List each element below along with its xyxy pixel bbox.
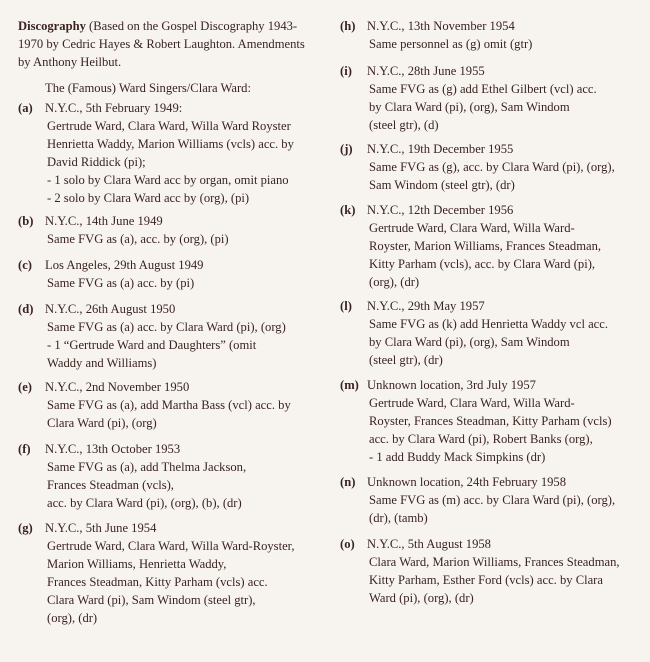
entry-detail: - 1 “Gertrude Ward and Daughters” (omit <box>47 338 257 352</box>
entry-detail: Same FVG as (a), add Martha Bass (vcl) acc. by <box>47 398 291 412</box>
entry-detail: Gertrude Ward, Clara Ward, Willa Ward- <box>369 221 575 235</box>
session-entry-b <box>18 212 318 248</box>
entry-location-date: N.Y.C., 5th August 1958 <box>367 537 491 551</box>
entry-detail: - 1 add Buddy Mack Simpkins (dr) <box>369 450 546 464</box>
entry-detail: Same FVG as (g), acc. by Clara Ward (pi), (org), <box>369 160 615 174</box>
entry-label: (j) <box>340 142 353 156</box>
entry-detail: David Riddick (pi); <box>47 155 146 169</box>
entry-location-date: N.Y.C., 13th October 1953 <box>45 442 181 456</box>
entry-label: (m) <box>340 378 359 392</box>
entry-location-date: N.Y.C., 5th June 1954 <box>45 521 157 535</box>
entry-detail: (org), (dr) <box>369 275 420 289</box>
entry-detail: Royster, Marion Williams, Frances Steadman, <box>369 239 602 253</box>
entry-location-date: N.Y.C., 5th February 1949: <box>45 101 183 115</box>
entry-label: (n) <box>340 475 356 489</box>
session-entry-j <box>340 140 636 194</box>
entry-location-date: N.Y.C., 28th June 1955 <box>367 64 485 78</box>
entry-detail: Ward (pi), (org), (dr) <box>369 591 474 605</box>
entry-label: (h) <box>340 19 356 33</box>
entry-detail: Same FVG as (g) add Ethel Gilbert (vcl) acc. <box>369 82 597 96</box>
entry-detail: Marion Williams, Henrietta Waddy, <box>47 557 227 571</box>
entry-detail: - 1 solo by Clara Ward acc by organ, omit piano <box>47 173 289 187</box>
entry-detail: Same FVG as (k) add Henrietta Waddy vcl acc. <box>369 317 609 331</box>
entry-detail: (org), (dr) <box>47 611 98 625</box>
entry-detail: (steel gtr), (d) <box>369 118 439 132</box>
entry-detail: Waddy and Williams) <box>47 356 157 370</box>
entry-label: (k) <box>340 203 356 217</box>
session-entry-l <box>340 297 636 369</box>
session-entry-h <box>340 17 636 53</box>
entry-label: (c) <box>18 258 32 272</box>
session-entry-e <box>18 378 318 432</box>
entry-location-date: Los Angeles, 29th August 1949 <box>45 258 204 272</box>
entry-detail: Frances Steadman (vcls), <box>47 478 174 492</box>
entry-detail: Same FVG as (m) acc. by Clara Ward (pi), (org), <box>369 493 616 507</box>
entry-location-date: N.Y.C., 2nd November 1950 <box>45 380 190 394</box>
entry-detail: acc. by Clara Ward (pi), (org), (b), (dr) <box>47 496 242 510</box>
entry-label: (b) <box>18 214 34 228</box>
session-entry-a <box>18 99 318 207</box>
entry-detail: Sam Windom (steel gtr), (dr) <box>369 178 515 192</box>
entry-label: (f) <box>18 442 31 456</box>
entry-detail: Kitty Parham (vcls), acc. by Clara Ward (pi), <box>369 257 596 271</box>
entry-detail: - 2 solo by Clara Ward acc by (org), (pi) <box>47 191 250 205</box>
entry-label: (a) <box>18 101 33 115</box>
session-entry-m <box>340 376 636 466</box>
entry-detail: Clara Ward, Marion Williams, Frances Steadman, <box>369 555 620 569</box>
session-entry-d <box>18 300 318 372</box>
entry-location-date: Unknown location, 3rd July 1957 <box>367 378 536 392</box>
entry-location-date: N.Y.C., 29th May 1957 <box>367 299 485 313</box>
entry-location-date: Unknown location, 24th February 1958 <box>367 475 567 489</box>
entry-detail: Henrietta Waddy, Marion Williams (vcls) acc. by <box>47 137 294 151</box>
session-entry-n <box>340 473 636 527</box>
discography-label: Discography <box>18 19 86 33</box>
entry-detail: Same FVG as (a) acc. by (pi) <box>47 276 195 290</box>
entry-label: (i) <box>340 64 352 78</box>
entry-location-date: N.Y.C., 26th August 1950 <box>45 302 176 316</box>
entry-label: (d) <box>18 302 34 316</box>
entry-detail: Kitty Parham, Esther Ford (vcls) acc. by Clara <box>369 573 603 587</box>
discography-intro <box>18 17 318 71</box>
discography-source-note: (Based on the Gospel Discography 1943-1970 by Cedric Hayes & Robert Laughton. Amendments by Anthony Heilbut. <box>18 19 305 69</box>
entry-detail: Gertrude Ward, Clara Ward, Willa Ward- <box>369 396 575 410</box>
session-entry-f <box>18 440 318 512</box>
entry-detail: Clara Ward (pi), (org) <box>47 416 157 430</box>
entry-location-date: N.Y.C., 13th November 1954 <box>367 19 515 33</box>
session-entry-k <box>340 201 636 291</box>
entry-detail: Same FVG as (a), acc. by (org), (pi) <box>47 232 229 246</box>
session-entry-i <box>340 62 636 134</box>
entry-detail: Gertrude Ward, Clara Ward, Willa Ward Royster <box>47 119 291 133</box>
entry-detail: (steel gtr), (dr) <box>369 353 443 367</box>
entry-label: (g) <box>18 521 33 535</box>
entry-detail: acc. by Clara Ward (pi), Robert Banks (org), <box>369 432 593 446</box>
entry-label: (l) <box>340 299 352 313</box>
session-entry-g <box>18 519 318 627</box>
entry-label: (o) <box>340 537 355 551</box>
session-entry-o <box>340 535 636 607</box>
entry-detail: Frances Steadman, Kitty Parham (vcls) acc. <box>47 575 268 589</box>
entry-location-date: N.Y.C., 14th June 1949 <box>45 214 163 228</box>
session-entry-c <box>18 256 318 292</box>
entry-detail: Gertrude Ward, Clara Ward, Willa Ward-Royster, <box>47 539 295 553</box>
entry-detail: Same personnel as (g) omit (gtr) <box>369 37 533 51</box>
entry-detail: Clara Ward (pi), Sam Windom (steel gtr), <box>47 593 256 607</box>
entry-detail: by Clara Ward (pi), (org), Sam Windom <box>369 100 570 114</box>
group-title: The (Famous) Ward Singers/Clara Ward: <box>45 81 251 95</box>
entry-detail: Same FVG as (a) acc. by Clara Ward (pi), (org) <box>47 320 286 334</box>
entry-location-date: N.Y.C., 12th December 1956 <box>367 203 514 217</box>
entry-detail: Royster, Frances Steadman, Kitty Parham (vcls) <box>369 414 612 428</box>
entry-detail: by Clara Ward (pi), (org), Sam Windom <box>369 335 570 349</box>
entry-label: (e) <box>18 380 32 394</box>
entry-detail: Same FVG as (a), add Thelma Jackson, <box>47 460 247 474</box>
entry-location-date: N.Y.C., 19th December 1955 <box>367 142 514 156</box>
entry-detail: (dr), (tamb) <box>369 511 428 525</box>
